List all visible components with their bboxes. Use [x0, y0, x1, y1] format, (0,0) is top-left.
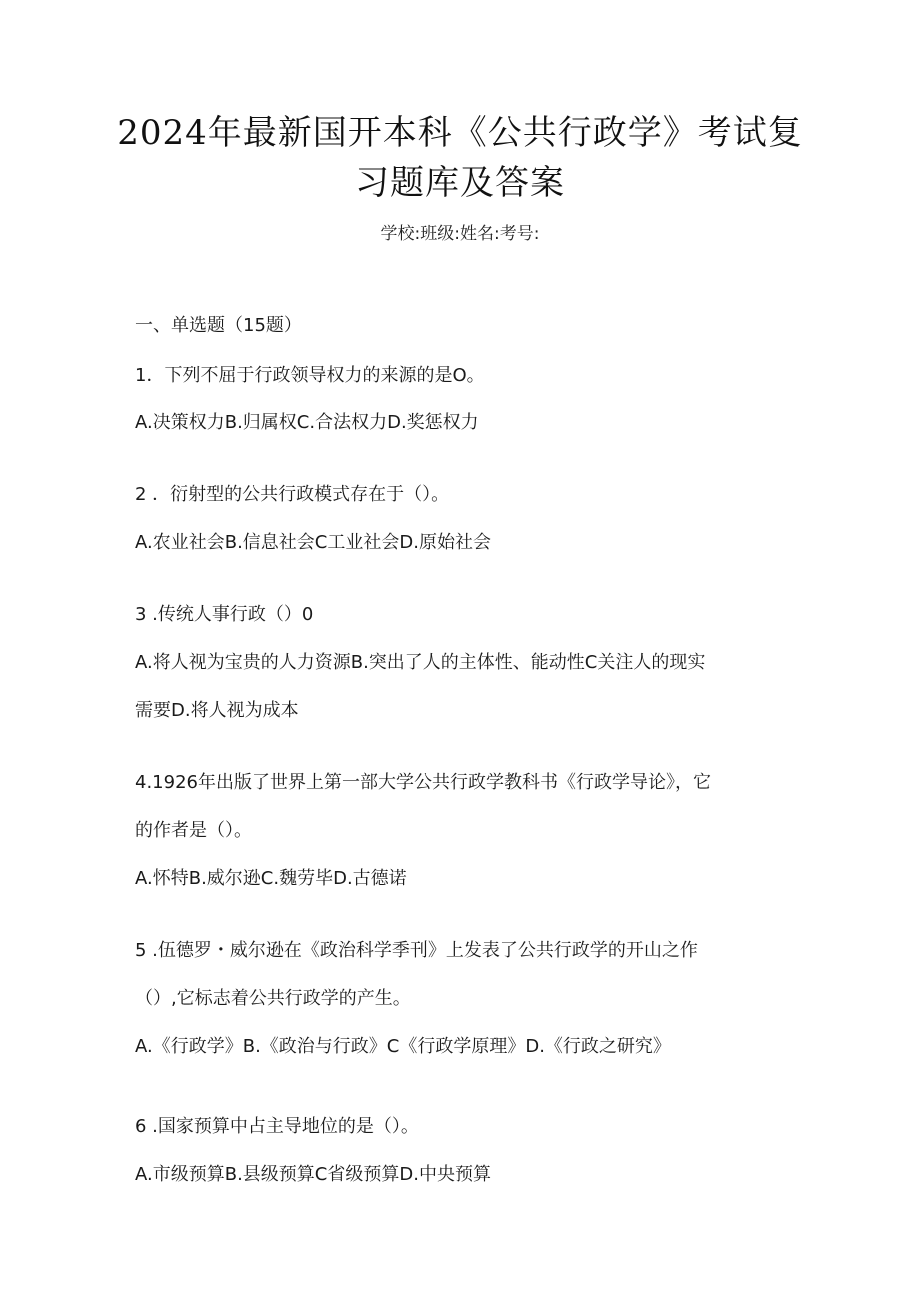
question-2-options: A.农业社会B.信息社会C工业社会D.原始社会 [135, 532, 491, 553]
question-6-options: A.市级预算B.县级预算C省级预算D.中央预算 [135, 1164, 491, 1185]
question-4-stem-line-2: 的作者是（）。 [135, 820, 252, 841]
question-2-stem: 2 ．衍射型的公共行政模式存在于（）。 [135, 484, 450, 505]
question-1-stem: 1．下列不屈于行政领导权力的来源的是O。 [135, 365, 485, 386]
student-info-line: 学校:班级:姓名:考号: [380, 224, 540, 244]
question-3-options-line-2: 需要D.将人视为成本 [135, 700, 299, 721]
question-5-stem-line-2: （）,它标志着公共行政学的产生。 [135, 988, 411, 1009]
question-4-options: A.怀特B.威尔逊C.魏劳毕D.古德诺 [135, 868, 407, 889]
section-heading: 一、单选题（15题） [135, 315, 302, 336]
question-5-stem-line-1: 5 .伍德罗・威尔逊在《政治科学季刊》上发表了公共行政学的开山之作 [135, 940, 698, 961]
document-title-line-1: 2024年最新国开本科《公共行政学》考试复 [117, 113, 803, 153]
question-4-stem-line-1: 4.1926年出版了世界上第一部大学公共行政学教科书《行政学导论》，它 [135, 772, 711, 793]
question-1-options: A.决策权力B.归属权C.合法权力D.奖惩权力 [135, 412, 479, 433]
document-title-line-2: 习题库及答案 [355, 163, 565, 203]
question-3-stem: 3 .传统人事行政（）0 [135, 604, 314, 625]
question-6-stem: 6 .国家预算中占主导地位的是（）。 [135, 1116, 419, 1137]
question-5-options: A.《行政学》B.《政治与行政》C《行政学原理》D.《行政之研究》 [135, 1036, 671, 1057]
question-3-options-line-1: A.将人视为宝贵的人力资源B.突出了人的主体性、能动性C关注人的现实 [135, 652, 706, 673]
